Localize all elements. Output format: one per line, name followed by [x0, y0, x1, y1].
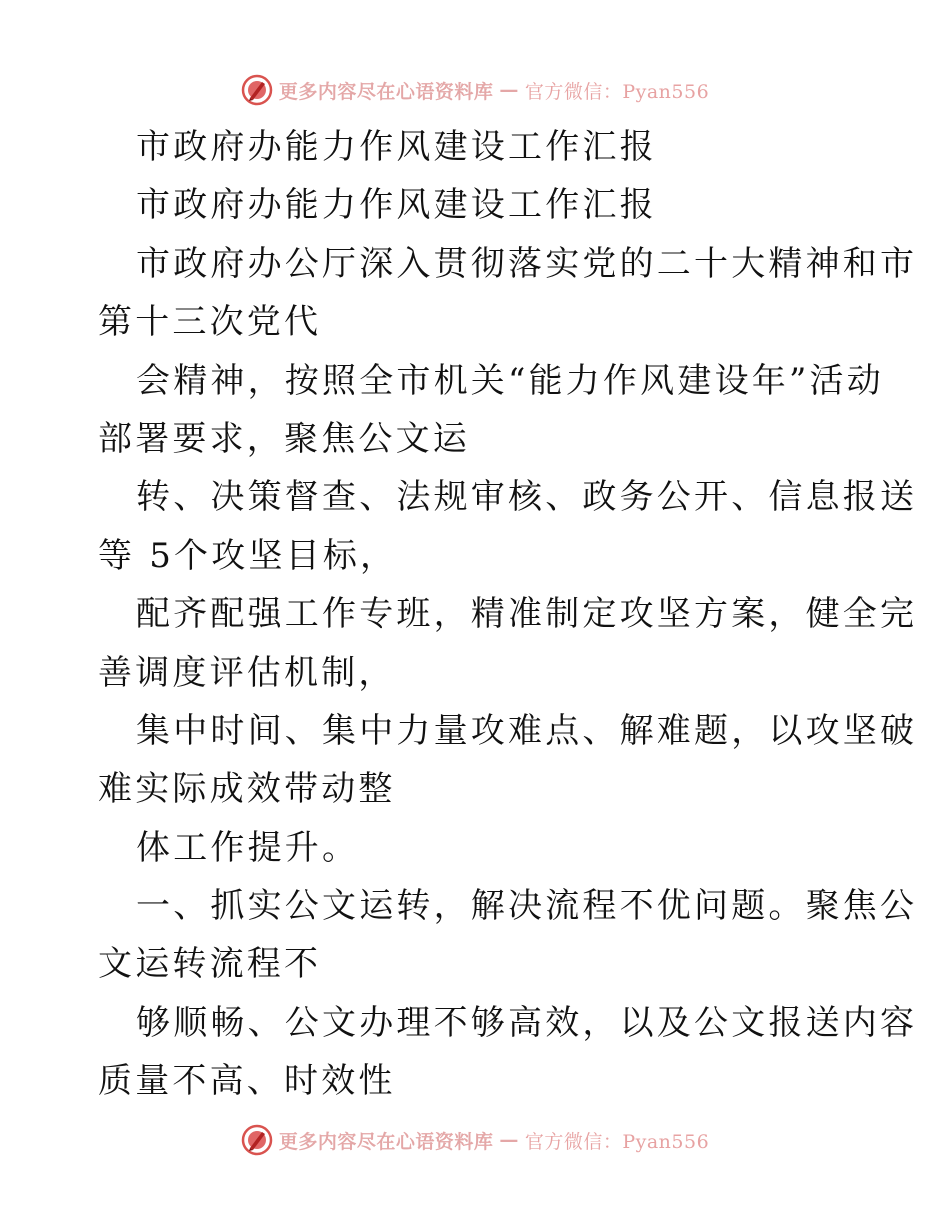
doc-line: 质量不高、时效性	[98, 1061, 396, 1102]
doc-line: 市政府办能力作风建设工作汇报	[136, 127, 657, 167]
red-seal-pen-icon	[241, 74, 273, 106]
doc-line: 够顺畅、公文办理不够高效，以及公文报送内容	[136, 1002, 918, 1043]
watermark-contact-text: 官方微信：Pyan556	[524, 1130, 710, 1153]
doc-line: 第十三次党代	[98, 302, 322, 343]
doc-line: 部署要求，聚焦公文运	[98, 418, 470, 459]
document-body	[98, 118, 918, 1111]
doc-line: 难实际成效带动整	[98, 769, 396, 810]
red-seal-pen-icon	[241, 1124, 273, 1156]
doc-line: 会精神，按照全市机关“能力作风建设年”活动	[136, 360, 884, 401]
header-watermark	[0, 70, 950, 110]
doc-line: 市政府办公厅深入贯彻落实党的二十大精神和市	[136, 243, 918, 284]
doc-line: 善调度评估机制，	[98, 652, 396, 693]
doc-line: 等 5个攻坚目标，	[98, 535, 398, 576]
doc-line: 市政府办能力作风建设工作汇报	[136, 185, 657, 226]
doc-line: 体工作提升。	[136, 827, 360, 868]
doc-line: 集中时间、集中力量攻难点、解难题，以攻坚破	[136, 710, 918, 751]
doc-line: 转、决策督查、法规审核、政务公开、信息报送	[136, 477, 918, 518]
doc-line: 一、抓实公文运转，解决流程不优问题。聚焦公	[136, 886, 918, 927]
watermark-main-text: 更多内容尽在心语资料库	[278, 1130, 494, 1153]
watermark-separator: —	[499, 1129, 519, 1151]
doc-line: 配齐配强工作专班，精准制定攻坚方案，健全完	[136, 594, 918, 635]
watermark-separator: —	[499, 79, 519, 101]
doc-line: 文运转流程不	[98, 944, 322, 985]
watermark-main-text: 更多内容尽在心语资料库	[278, 80, 494, 103]
watermark-contact-text: 官方微信：Pyan556	[524, 80, 710, 103]
footer-watermark	[0, 1120, 950, 1160]
